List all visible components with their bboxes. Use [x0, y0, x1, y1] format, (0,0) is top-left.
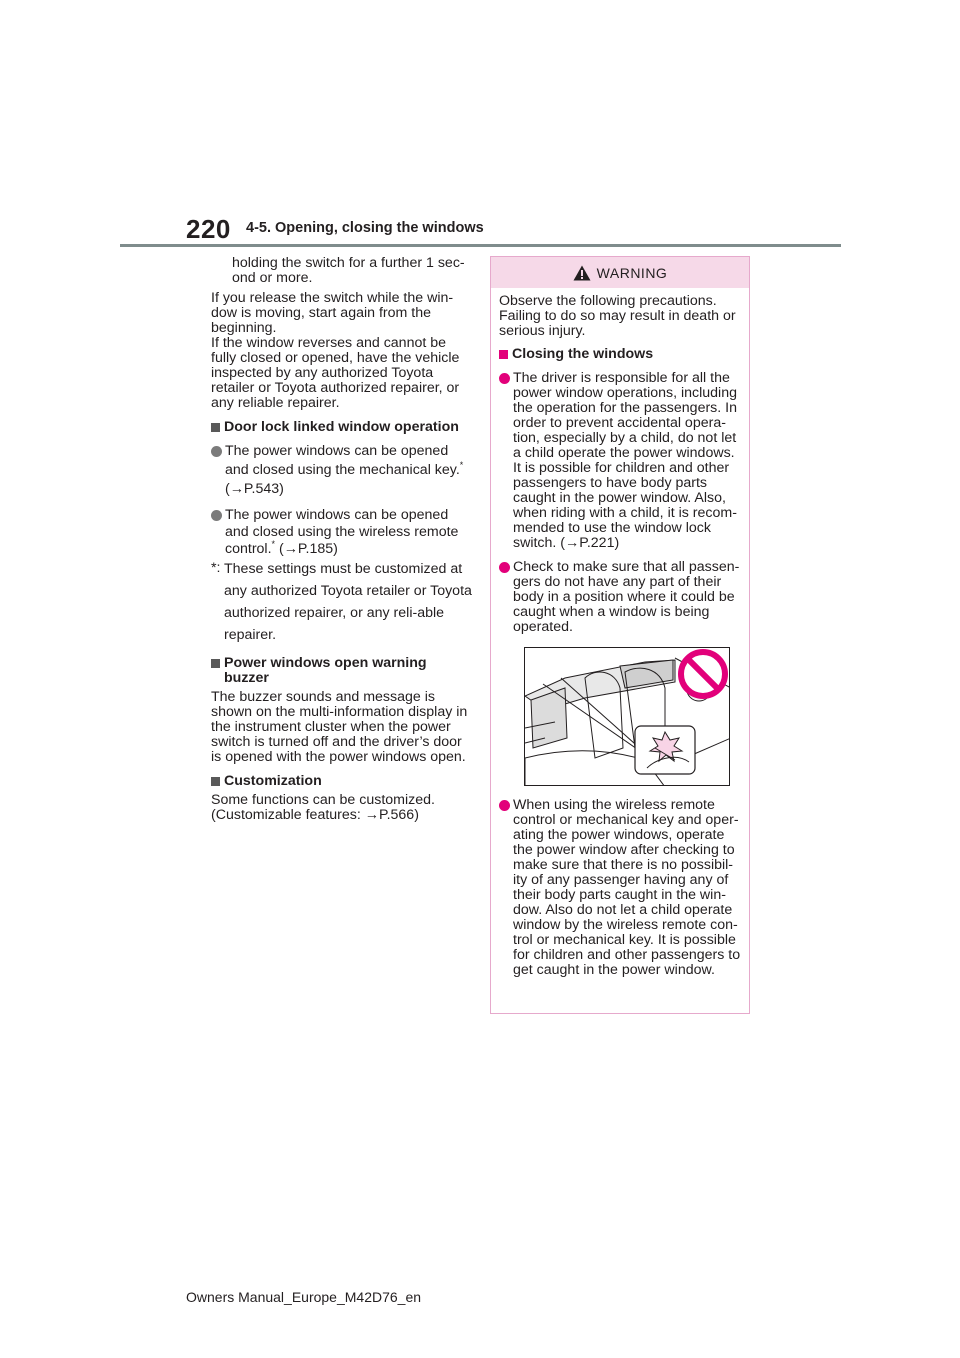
left-column — [211, 256, 473, 823]
warning-intro: Observe the following precautions. Failing to do so may result in death or serious injury. — [499, 293, 736, 339]
footer-text: Owners Manual_Europe_M42D76_en — [186, 1289, 422, 1305]
round-bullet-icon — [499, 800, 510, 811]
paragraph: The buzzer sounds and message is shown on the multi-information display in the instrument cluster when the power switch is turned off and the driver’s door is opened with the power windows open. — [211, 689, 468, 765]
square-bullet-icon — [211, 659, 220, 668]
page-reference-link[interactable]: (→P.185) — [279, 541, 338, 557]
warning-title: WARNING — [596, 264, 668, 281]
page-reference-link[interactable]: (→P.543) — [225, 481, 284, 497]
square-bullet-icon — [499, 350, 508, 359]
window-pinch-illustration — [524, 647, 730, 786]
warning-triangle-icon — [573, 265, 591, 281]
warning-body — [491, 288, 749, 978]
warning-box — [490, 256, 750, 1014]
warning-list-item: Check to make sure that all passen-gers do not have any part of their body in a position where it could be caught when a window is being operated. — [499, 560, 741, 635]
page-number: 220 — [186, 214, 231, 244]
footnote: *: These settings must be customized at any authorized Toyota retailer or Toyota authorized repairer, or any reli-able repairer. — [211, 560, 472, 643]
section-heading: Door lock linked window operation — [211, 420, 473, 435]
paragraph: If the window reverses and cannot be fully closed or opened, have the vehicle inspected by any authorized Toyota retailer or Toyota authorized repairer, or any reliable repairer. — [211, 335, 460, 411]
list-item: The power windows can be opened and closed using the mechanical key.* (→P.543) — [211, 444, 473, 499]
prohibition-icon — [681, 652, 725, 696]
continued-text: holding the switch for a further 1 sec-ond or more. — [232, 255, 465, 286]
section-title: 4-5. Opening, closing the windows — [246, 220, 484, 236]
square-bullet-icon — [211, 777, 220, 786]
warning-list-item: When using the wireless remote control or mechanical key and oper-ating the power windows, operate the power window after checking to make sure that there is no possibil-ity of any passenger having any of their body parts caught in the win-dow. Also do not let a child operate window by the wireless remote con-trol or mechanical key. It is possible for children and other passengers to get caught in the power window. — [499, 798, 741, 978]
warning-header — [491, 257, 749, 288]
round-bullet-icon — [211, 446, 222, 457]
paragraph: If you release the switch while the win-dow is moving, start again from the beginning. — [211, 290, 454, 336]
warning-list-item: The driver is responsible for all the power window operations, including the operation for the passengers. In order to prevent accidental opera-tion, especially by a child, do not let a child operate the power windows. It is possible for children and other passengers to have body parts caught in the power window. Also, when riding with a child, it is recom-mended to use the window lock switch. (→P.221) — [499, 371, 741, 551]
paragraph: Some functions can be customized. (Customizable features: →P.566) — [211, 792, 435, 823]
warning-heading: Closing the windows — [499, 347, 741, 362]
round-bullet-icon — [499, 562, 510, 573]
header-rule — [120, 244, 841, 247]
section-heading: Power windows open warning buzzer — [211, 656, 473, 686]
round-bullet-icon — [211, 510, 222, 521]
section-heading: Customization — [211, 774, 473, 789]
list-item: The power windows can be opened and closed using the wireless remote control.* (→P.185) — [211, 508, 473, 558]
car-interior-illustration — [525, 648, 730, 786]
round-bullet-icon — [499, 373, 510, 384]
square-bullet-icon — [211, 423, 220, 432]
